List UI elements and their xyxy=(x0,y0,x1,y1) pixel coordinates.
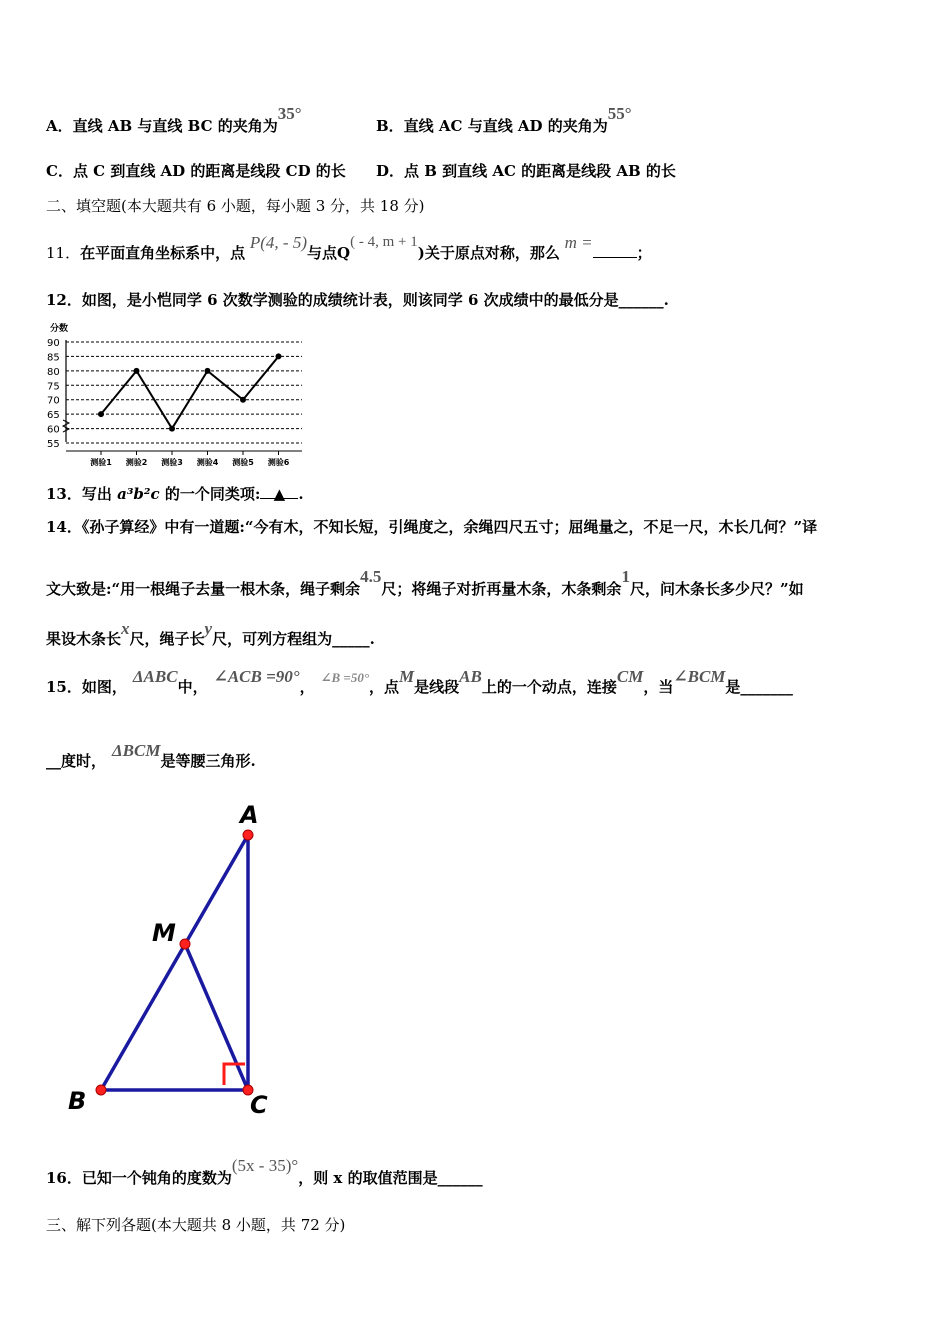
q15-text1: 中， xyxy=(177,678,208,696)
option-a-value: 35° xyxy=(277,104,302,123)
chart-x-tick-label: 测验1 xyxy=(90,458,112,467)
chart-y-tick-label: 85 xyxy=(47,352,60,364)
q11-text1: 在平面直角坐标系中，点 xyxy=(80,244,246,262)
question-12: 12．如图，是小恺同学 6 次数学测验的成绩统计表，则该同学 6 次成绩中的最低分是______. xyxy=(46,291,669,309)
option-a-label: A．直线 AB 与直线 BC 的夹角为 xyxy=(46,117,278,135)
q11-point-p: P(4, - 5) xyxy=(249,233,308,252)
q13-text3: . xyxy=(298,485,304,503)
q14-text-e: 尺，绳子长 xyxy=(129,630,205,648)
q14-var-x: x xyxy=(121,619,130,638)
q15-text2: ，点 xyxy=(369,678,400,696)
q14-text-d: 果设木条长 xyxy=(46,630,122,648)
q13-answer-marker: ▲ xyxy=(273,485,286,503)
option-d: D．点 B 到直线 AC 的距离是线段 AB 的长 xyxy=(376,162,676,180)
q13-answer-blank[interactable] xyxy=(260,484,298,503)
q11-text4: ； xyxy=(636,244,652,262)
q13-text2: 的一个同类项: xyxy=(159,485,261,503)
chart-y-tick-label: 75 xyxy=(47,381,60,393)
q16-text2: ，则 x 的取值范围是______ xyxy=(298,1169,483,1187)
chart-y-tick-label: 55 xyxy=(47,439,60,450)
label-m: M xyxy=(152,919,176,947)
chart-y-tick-label: 80 xyxy=(47,366,60,378)
q11-text3: )关于原点对称，那么 xyxy=(417,244,560,262)
q15-angle-bcm: ∠BCM xyxy=(673,667,726,686)
q15-text6: 是_______ xyxy=(725,678,793,696)
q14-text-b: 尺；将绳子对折再量木条，木条剩余 xyxy=(381,580,622,598)
option-b-label: B．直线 AC 与直线 AD 的夹角为 xyxy=(376,117,608,135)
chart-y-tick-label: 65 xyxy=(47,410,60,422)
q13-expression: a³b²c xyxy=(117,485,160,503)
q15-number: 15．如图， xyxy=(46,678,127,696)
q11-m-expr: m = xyxy=(564,233,593,252)
chart-data-point xyxy=(276,353,282,359)
chart-ylabel: 分数 xyxy=(50,324,69,334)
point-b xyxy=(96,1085,106,1095)
chart-y-tick-label: 70 xyxy=(47,395,60,407)
label-b: B xyxy=(68,1087,87,1115)
question-15-line1 xyxy=(46,667,793,698)
section2-title: 二、填空题(本大题共有 6 小题，每小题 3 分，共 18 分) xyxy=(46,197,425,215)
question-14-line1: 14．《孙子算经》中有一道题:“今有木，不知长短，引绳度之，余绳四尺五寸；屈绳量之，不足一尺，木长几何？”译 xyxy=(46,518,818,536)
segment-cm xyxy=(185,944,248,1090)
triangle-abc xyxy=(101,835,248,1090)
q14-text-c: 尺，问木条长多少尺？”如 xyxy=(629,580,804,598)
label-a: A xyxy=(240,801,259,829)
option-a xyxy=(46,104,302,136)
q16-text1: 16．已知一个钝角的度数为 xyxy=(46,1169,232,1187)
q16-expression: (5x - 35)° xyxy=(231,1156,299,1175)
q13-text1: 13．写出 xyxy=(46,485,118,503)
question-13 xyxy=(46,484,304,504)
chart-x-tick-label: 测验2 xyxy=(125,458,148,467)
q15-angle-b: ∠B =50° xyxy=(320,670,370,685)
option-b-value: 55° xyxy=(607,104,632,123)
q15-text5: ，当 xyxy=(643,678,674,696)
q15-point-m: M xyxy=(399,667,415,686)
chart-x-tick-label: 测验3 xyxy=(161,458,183,467)
q11-blank[interactable] xyxy=(593,243,637,258)
q14-text-f: 尺，可列方程组为_____. xyxy=(212,630,375,648)
q11-point-q: ( - 4, m + 1 xyxy=(350,234,418,250)
question-16 xyxy=(46,1156,483,1188)
chart-x-tick-label: 测验5 xyxy=(232,458,254,467)
q11-number: 11． xyxy=(46,244,81,262)
chart-data-point xyxy=(205,368,211,374)
q15-text8: 是等腰三角形. xyxy=(160,752,256,770)
q11-text2: 与点Q xyxy=(307,244,351,262)
q15-text3: 是线段 xyxy=(414,678,460,696)
section3-title: 三、解下列各题(本大题共 8 小题，共 72 分) xyxy=(46,1216,346,1234)
chart-data-point xyxy=(98,411,104,417)
chart-y-tick-label: 60 xyxy=(47,424,60,436)
chart-x-tick-label: 测验4 xyxy=(196,458,219,467)
q15-text4: 上的一个动点，连接 xyxy=(481,678,617,696)
chart-x-tick-label: 测验6 xyxy=(267,458,290,467)
label-c: C xyxy=(250,1091,268,1119)
q15-triangle-bcm: ΔBCM xyxy=(112,741,161,760)
point-m xyxy=(180,939,190,949)
q14-var-y: y xyxy=(204,619,213,638)
q14-value-1: 1 xyxy=(621,567,630,586)
chart-y-tick-label: 90 xyxy=(47,338,60,349)
triangle-figure xyxy=(60,795,290,1125)
chart-data-point xyxy=(169,426,175,432)
q14-value-4-5: 4.5 xyxy=(360,567,382,586)
q15-segment-cm: CM xyxy=(616,667,644,686)
q15-angle-acb: ∠ACB =90° xyxy=(213,667,300,686)
question-14-line3 xyxy=(46,619,375,649)
question-11 xyxy=(46,233,652,264)
question-15-line2 xyxy=(46,741,256,771)
q15-text7: __度时， xyxy=(46,752,107,770)
chart-data-point xyxy=(240,397,246,403)
q15-triangle-abc: ΔABC xyxy=(132,667,178,686)
point-a xyxy=(243,830,253,840)
question-14-line2 xyxy=(46,567,804,599)
q15-segment-ab: AB xyxy=(459,667,482,686)
option-c: C．点 C 到直线 AD 的距离是线段 CD 的长 xyxy=(46,162,346,180)
q15-comma: ， xyxy=(299,678,315,696)
option-b xyxy=(376,104,632,136)
score-line-chart xyxy=(44,320,306,470)
chart-series-line xyxy=(101,356,279,428)
chart-data-point xyxy=(134,368,140,374)
q14-text-a: 文大致是:“用一根绳子去量一根木条，绳子剩余 xyxy=(46,580,361,598)
